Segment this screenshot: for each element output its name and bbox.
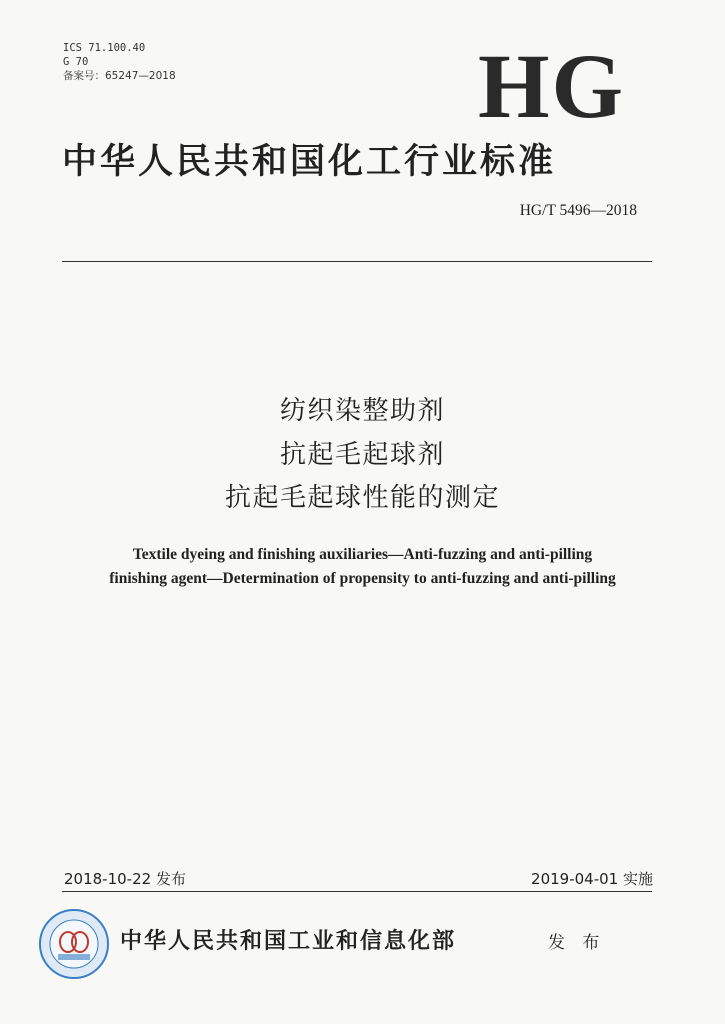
hg-logo: HG [478,35,626,137]
title-cn-line1: 纺织染整助剂 [279,396,445,426]
title-en-line1: Textile dyeing and finishing auxiliaries—Anti-fuzzing and anti-pilling [132,546,593,563]
ics-code: ICS 71.100.40 [63,42,146,54]
issuing-authority: 中华人民共和国工业和信息化部 [120,929,457,954]
standard-number: HG/T 5496—2018 [519,202,637,219]
ccs-code: G 70 [63,56,89,68]
issue-label: 发 布 [548,933,606,953]
filing-number: 备案号：65247—2018 [63,70,176,82]
title-cn-line3: 抗起毛起球性能的测定 [224,483,500,513]
title-cn-line2: 抗起毛起球剂 [279,440,445,470]
top-divider [62,261,652,262]
implement-date: 2019-04-01 实施 [531,870,653,888]
certification-seal-icon [38,908,110,980]
issue-date: 2018-10-22 发布 [64,870,186,888]
title-en-line2: finishing agent—Determination of propensity to anti-fuzzing and anti-pilling [109,570,616,587]
bottom-divider [62,891,652,892]
org-title: 中华人民共和国化工行业标准 [62,142,557,182]
